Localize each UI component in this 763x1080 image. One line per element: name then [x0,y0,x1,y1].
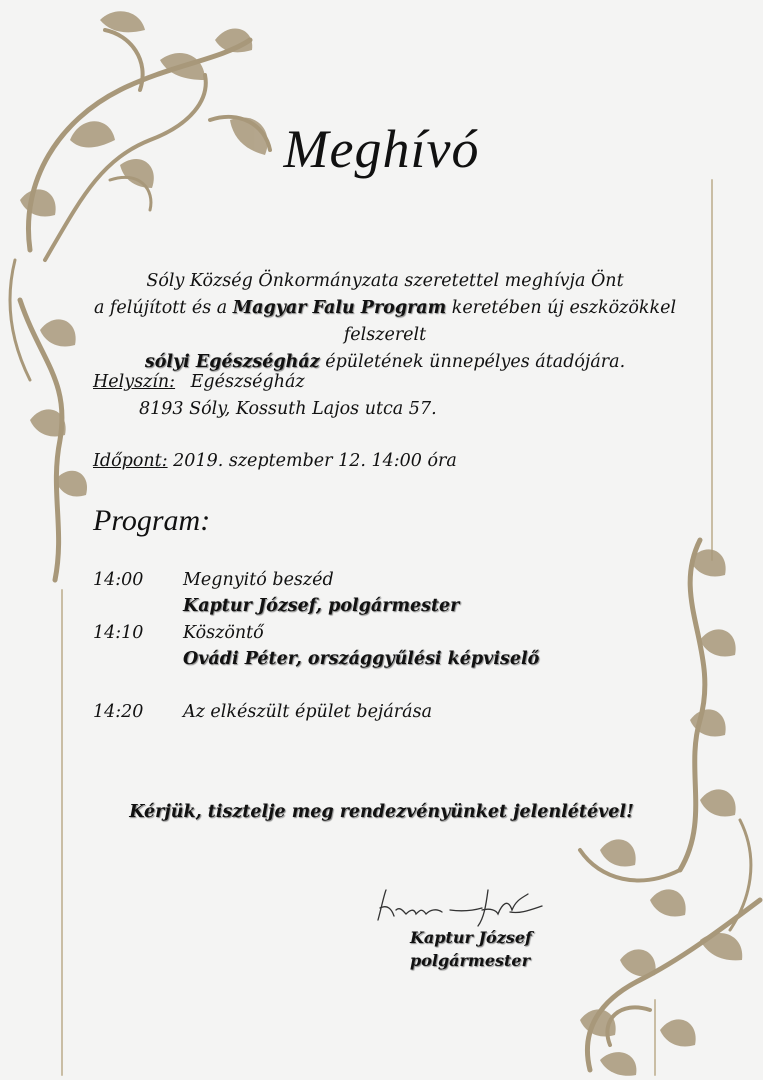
time-label: Időpont: [93,451,168,471]
building-name: sólyi Egészségház [144,352,320,372]
location-address: 8193 Sóly, Kossuth Lajos utca 57. [139,399,437,419]
program-time-3: 14:20 [93,702,144,722]
location-name: Egészségház [190,372,305,392]
intro-text [60,268,710,376]
signatory-name: Kaptur József [410,928,532,947]
program-name: Magyar Falu Program [232,298,447,318]
intro-line-1: Sóly Község Önkormányzata szeretettel meghívja Önt [146,271,624,291]
signatory-role: polgármester [410,951,531,970]
program-title: Program: [93,504,211,537]
signature-image [370,880,550,930]
invitation-title: Meghívó [283,119,480,179]
intro-line-2-post: keretében új eszközökkel felszerelt [343,298,677,345]
program-title-3: Az elkészült épület bejárása [183,702,433,722]
closing-text: Kérjük, tisztelje meg rendezvényünket jelenlétével! [129,802,634,822]
location-row [93,372,305,392]
location-label: Helyszín: [93,372,176,392]
program-speaker-2: Ovádi Péter, országgyűlési képviselő [183,649,540,669]
program-time-1: 14:00 [93,570,144,590]
program-speaker-1: Kaptur József, polgármester [183,596,460,616]
program-time-2: 14:10 [93,623,144,643]
time-row [93,451,457,471]
intro-line-3-post: épületének ünnepélyes átadójára. [319,352,626,372]
program-title-2: Köszöntő [183,623,264,643]
program-title-1: Megnyitó beszéd [183,570,334,590]
intro-line-2 [60,295,710,349]
intro-line-2-pre: a felújított és a [93,298,233,318]
time-value: 2019. szeptember 12. 14:00 óra [173,451,457,471]
